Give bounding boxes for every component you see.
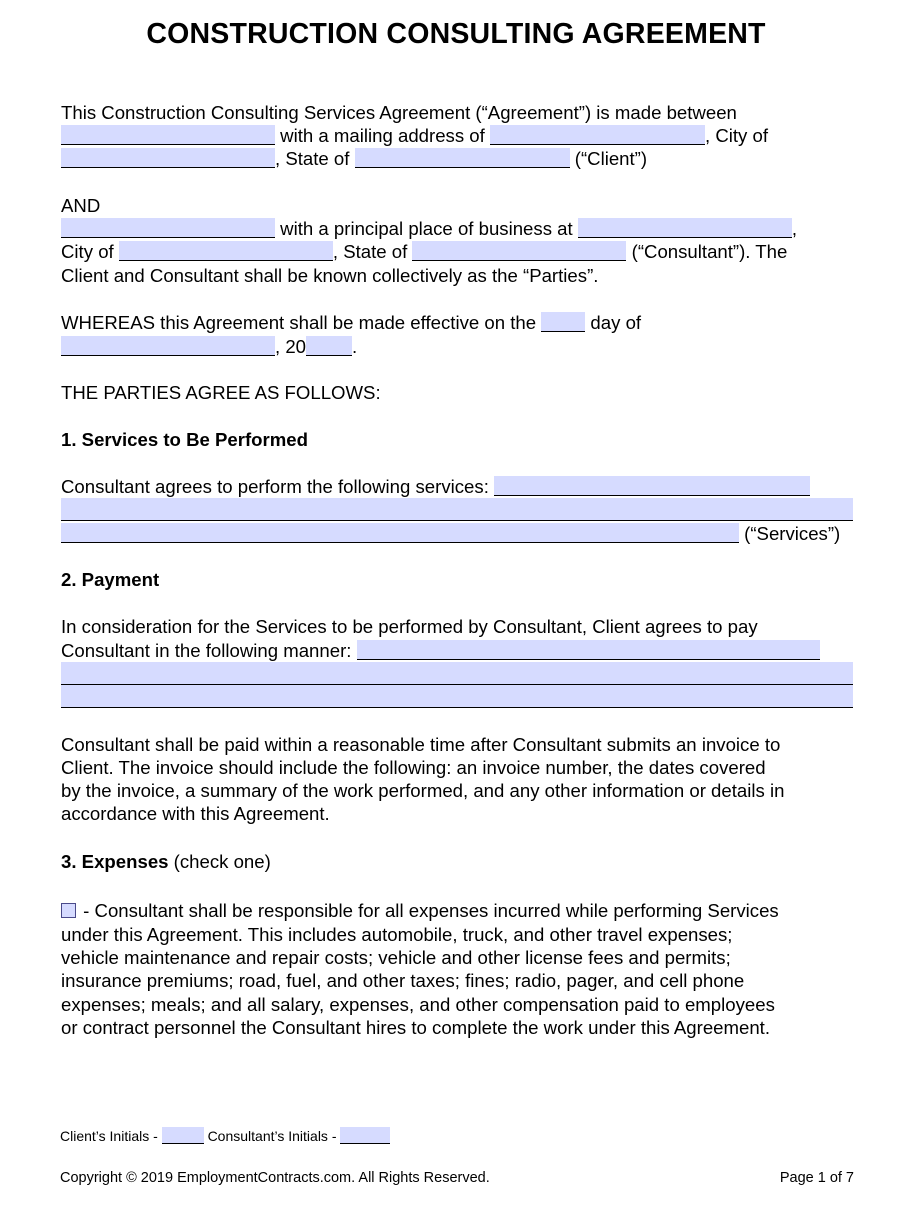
payment-field-2[interactable] — [61, 662, 853, 685]
document-title: CONSTRUCTION CONSULTING AGREEMENT — [146, 18, 766, 50]
expense-text-1: - Consultant shall be responsible for all expenses incurred while performing Services — [83, 900, 779, 921]
comma-text: , — [791, 218, 798, 239]
client-name-field[interactable] — [61, 125, 275, 145]
services-tag: (“Services”) — [744, 523, 841, 544]
consultant-name-field[interactable] — [61, 218, 275, 238]
copyright-text: Copyright © 2019 EmploymentContracts.com. All Rights Reserved. — [60, 1170, 490, 1186]
client-initials-field[interactable] — [162, 1127, 204, 1144]
effective-year-field[interactable] — [306, 336, 352, 356]
consultant-line-1 — [61, 217, 797, 240]
payment-field-1[interactable] — [357, 640, 820, 660]
section-3-heading — [61, 850, 271, 873]
client-city-field[interactable] — [61, 148, 275, 168]
effective-month-field[interactable] — [61, 336, 275, 356]
expense-option-line-1 — [61, 899, 779, 922]
whereas-line-1 — [61, 311, 641, 334]
client-initials-label: Client’s Initials - — [60, 1128, 158, 1144]
mailing-address-label: with a mailing address of — [280, 125, 485, 146]
page-number: Page 1 of 7 — [779, 1170, 854, 1186]
consultant-tag: (“Consultant”). The — [631, 241, 788, 262]
invoice-para-3: by the invoice, a summary of the work performed, and any other information or details in — [61, 780, 785, 801]
payment-line-1: In consideration for the Services to be performed by Consultant, Client agrees to pay — [61, 616, 758, 637]
expense-text-2: under this Agreement. This includes automobile, truck, and other travel expenses; — [61, 924, 733, 945]
expense-text-5: expenses; meals; and all salary, expenses, and other compensation paid to employees — [61, 994, 775, 1015]
consultant-state-field[interactable] — [412, 241, 626, 261]
expense-text-4: insurance premiums; road, fuel, and other taxes; fines; radio, pager, and cell phone — [61, 970, 745, 991]
services-field-3[interactable] — [61, 523, 739, 543]
principal-place-label: with a principal place of business at — [280, 218, 573, 239]
consultant-line-2 — [61, 240, 787, 263]
client-state-field[interactable] — [355, 148, 570, 168]
consultant-initials-label: Consultant’s Initials - — [207, 1128, 337, 1144]
consultant-state-label: , State of — [332, 241, 408, 262]
intro-line-2 — [61, 124, 768, 147]
expense-text-6: or contract personnel the Consultant hires to complete the work under this Agreement. — [61, 1017, 771, 1038]
year-prefix: , 20 — [275, 336, 307, 357]
whereas-line-2 — [61, 335, 357, 358]
invoice-para-4: accordance with this Agreement. — [61, 803, 330, 824]
initials-row — [60, 1127, 390, 1145]
expenses-checkbox[interactable] — [61, 903, 76, 918]
consultant-city-label: City of — [61, 241, 114, 262]
intro-line-1 — [61, 101, 737, 124]
section-1-heading: 1. Services to Be Performed — [61, 429, 308, 450]
day-of-label: day of — [590, 312, 642, 333]
effective-day-field[interactable] — [541, 312, 585, 332]
client-tag: (“Client”) — [574, 148, 648, 169]
services-line-3 — [61, 522, 840, 545]
agree-heading: THE PARTIES AGREE AS FOLLOWS: — [61, 382, 381, 403]
intro-text: This Construction Consulting Services Agreement (“Agreement”) is made between — [61, 102, 737, 123]
payment-field-3[interactable] — [61, 685, 853, 708]
whereas-text: WHEREAS this Agreement shall be made effective on the — [61, 312, 537, 333]
services-field-2[interactable] — [61, 498, 853, 521]
services-field-1[interactable] — [494, 476, 810, 496]
invoice-para-2: Client. The invoice should include the following: an invoice number, the dates covered — [61, 757, 766, 778]
section-3-title: 3. Expenses — [61, 851, 169, 872]
services-text: Consultant agrees to perform the following services: — [61, 476, 489, 497]
client-address-field[interactable] — [490, 125, 705, 145]
consultant-address-field[interactable] — [578, 218, 792, 238]
section-2-heading: 2. Payment — [61, 569, 160, 590]
consultant-initials-field[interactable] — [340, 1127, 390, 1144]
expense-text-3: vehicle maintenance and repair costs; vehicle and other license fees and permits; — [61, 947, 731, 968]
parties-line: Client and Consultant shall be known collectively as the “Parties”. — [61, 265, 599, 286]
intro-line-3 — [61, 147, 647, 170]
client-state-label: , State of — [275, 148, 350, 169]
and-label: AND — [61, 195, 101, 216]
invoice-para-1: Consultant shall be paid within a reasonable time after Consultant submits an invoice to — [61, 734, 781, 755]
check-one-note: (check one) — [168, 851, 271, 872]
period-text: . — [352, 336, 358, 357]
client-city-label: , City of — [704, 125, 769, 146]
services-line — [61, 475, 810, 498]
payment-manner-text: Consultant in the following manner: — [61, 640, 352, 661]
payment-line-2 — [61, 639, 820, 662]
consultant-city-field[interactable] — [119, 241, 333, 261]
